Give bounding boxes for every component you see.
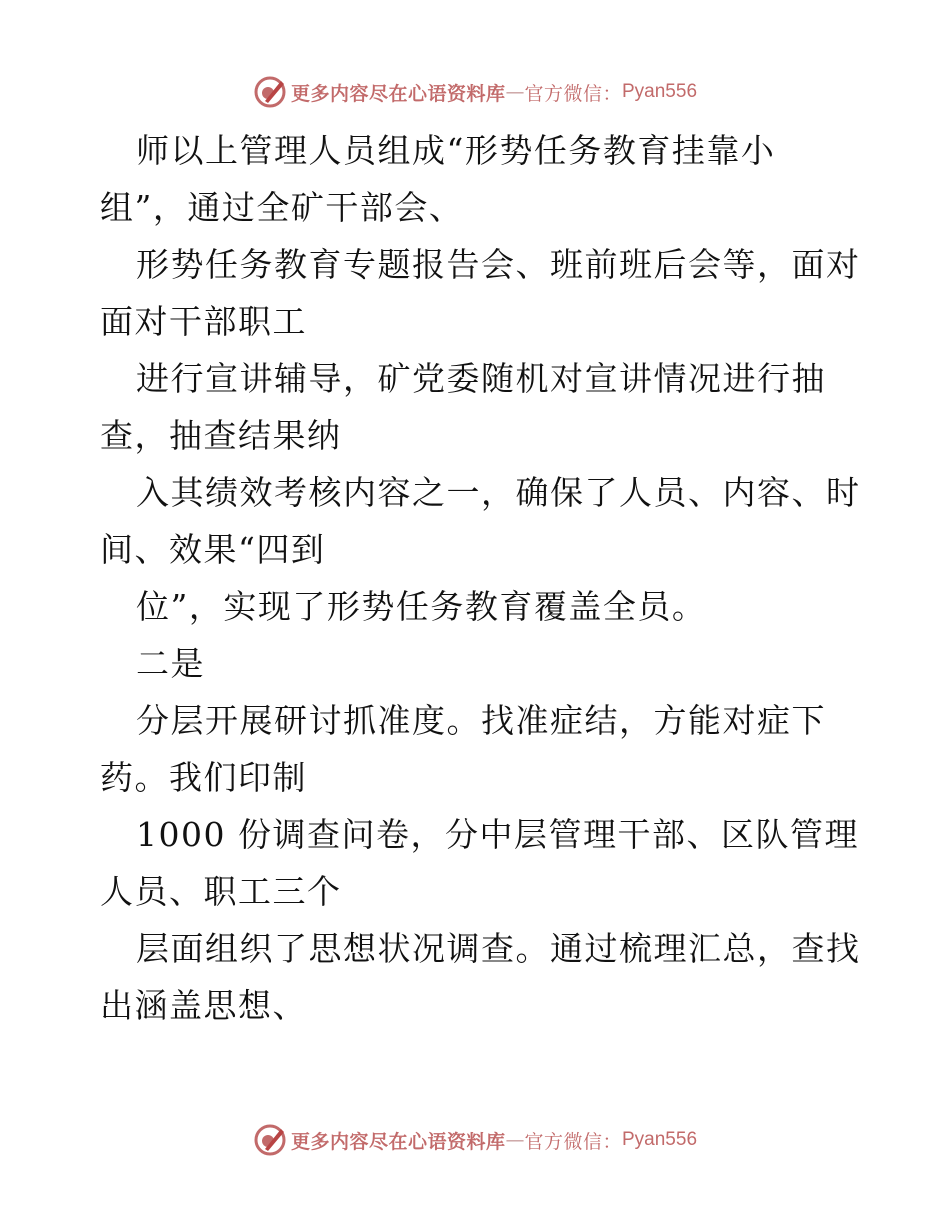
- text-line: 药。我们印制: [100, 758, 307, 797]
- pen-logo-icon: [253, 1123, 287, 1157]
- text-line: 1000 份调查问卷，分中层管理干部、区队管理: [136, 815, 859, 854]
- watermark-dash: —: [505, 81, 525, 103]
- header-watermark: [0, 72, 950, 112]
- text-line: 层面组织了思想状况调查。通过梳理汇总，查找: [136, 929, 861, 968]
- text-line: 查，抽查结果纳: [100, 416, 342, 455]
- text-line: 间、效果“四到: [100, 530, 326, 569]
- watermark-main-text: 更多内容尽在心语资料库: [290, 82, 506, 105]
- text-line: 人员、职工三个: [100, 872, 342, 911]
- watermark-main-text: 更多内容尽在心语资料库: [290, 1130, 506, 1153]
- text-line: 出涵盖思想、: [100, 986, 307, 1025]
- watermark-wechat-label: 官方微信：: [524, 1130, 622, 1153]
- text-line: 形势任务教育专题报告会、班前班后会等，面对: [136, 245, 861, 284]
- text-line: 位”，实现了形势任务教育覆盖全员。: [136, 587, 707, 626]
- watermark-dash: —: [505, 1129, 525, 1151]
- text-line: 分层开展研讨抓准度。找准症结，方能对症下: [136, 701, 826, 740]
- watermark-wechat-id: Pyan556: [622, 1129, 698, 1150]
- watermark-wechat-label: 官方微信：: [524, 82, 622, 105]
- text-line: 组”，通过全矿干部会、: [100, 188, 464, 227]
- pen-logo-icon: [253, 75, 287, 109]
- text-line: 入其绩效考核内容之一，确保了人员、内容、时: [136, 473, 861, 512]
- text-line: 进行宣讲辅导，矿党委随机对宣讲情况进行抽: [136, 359, 826, 398]
- watermark-wechat-id: Pyan556: [622, 81, 698, 102]
- text-line: 师以上管理人员组成“形势任务教育挂靠小: [136, 131, 776, 170]
- footer-watermark: [0, 1120, 950, 1160]
- document-body: [100, 122, 870, 1034]
- text-line: 二是: [136, 644, 205, 683]
- text-line: 面对干部职工: [100, 302, 307, 341]
